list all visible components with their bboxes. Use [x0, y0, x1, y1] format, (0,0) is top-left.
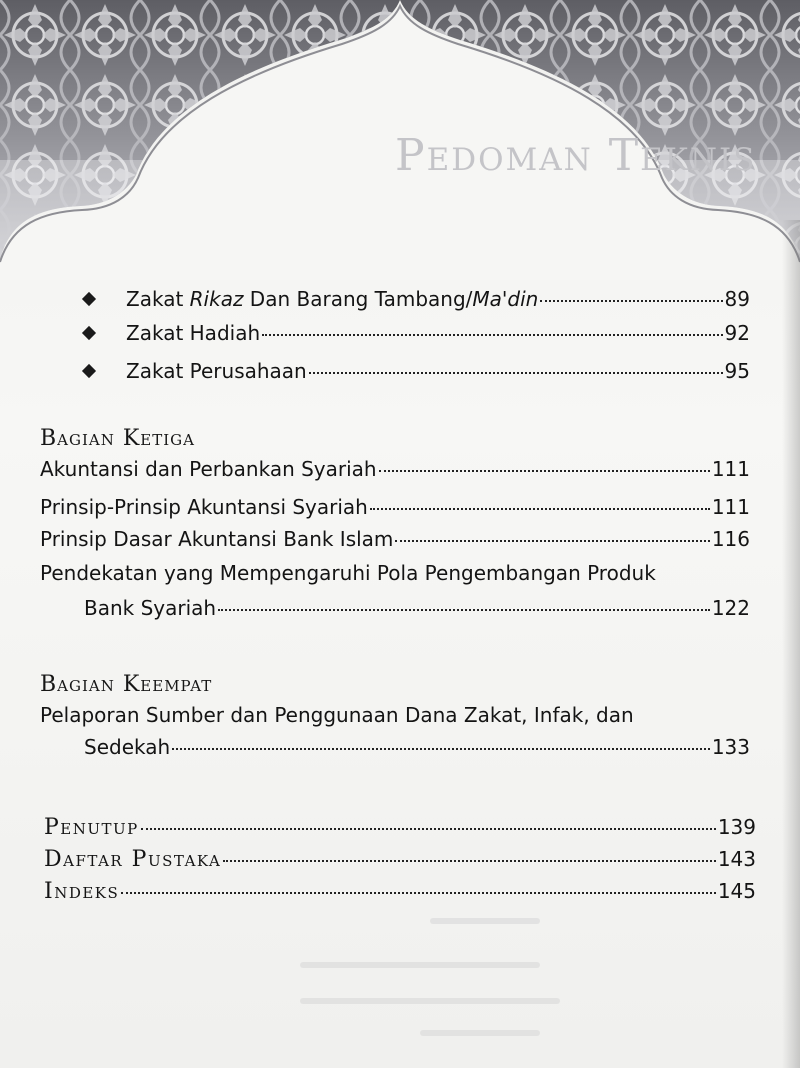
dot-leader — [379, 470, 710, 472]
toc-entry-title-line1[interactable]: Pelaporan Sumber dan Penggunaan Dana Zakat, Infak, dan — [40, 703, 634, 727]
toc-page-number: 139 — [717, 815, 756, 839]
toc-entry-title: Prinsip-Prinsip Akuntansi Syariah — [40, 495, 368, 519]
diamond-bullet-icon — [82, 292, 96, 306]
toc-page-number: 122 — [711, 596, 750, 620]
toc-entry[interactable] — [126, 320, 750, 346]
toc-entry[interactable] — [126, 358, 750, 384]
toc-entry-title: Daftar Pustaka — [44, 847, 222, 872]
toc-entry-title-line1[interactable]: Pendekatan yang Mempengaruhi Pola Pengembangan Produk — [40, 561, 656, 585]
toc-entry-title: Zakat Rikaz Dan Barang Tambang/Ma'din — [126, 287, 539, 311]
dot-leader — [370, 508, 710, 510]
toc-entry-title: Zakat Hadiah — [126, 321, 261, 345]
toc-page-number: 89 — [724, 287, 750, 311]
toc-entry[interactable] — [40, 494, 750, 520]
dot-leader — [262, 334, 722, 336]
toc-entry-indeks[interactable] — [44, 878, 756, 905]
toc-entry-title: Prinsip Dasar Akuntansi Bank Islam — [40, 527, 394, 551]
toc-page-number: 95 — [724, 359, 750, 383]
toc-page-number: 116 — [711, 527, 750, 551]
toc-page-number: 143 — [717, 847, 756, 871]
toc-entry-title-line2: Sedekah — [84, 735, 171, 759]
header-title-faded: Pedoman Teknis — [395, 130, 757, 181]
toc-entry-title: Penutup — [44, 815, 139, 840]
toc-entry-title: Akuntansi dan Perbankan Syariah — [40, 457, 377, 481]
dot-leader — [141, 828, 716, 830]
dot-leader — [309, 372, 723, 374]
dot-leader — [395, 540, 709, 542]
diamond-bullet-icon — [82, 364, 96, 378]
toc-page-number: 133 — [711, 735, 750, 759]
dot-leader — [121, 892, 716, 894]
toc-page-number: 92 — [724, 321, 750, 345]
diamond-bullet-icon — [82, 326, 96, 340]
section-heading-bagian-ketiga: Bagian Ketiga — [40, 426, 195, 451]
toc-page-number: 111 — [711, 457, 750, 481]
toc-entry[interactable] — [84, 734, 750, 760]
section-heading-bagian-keempat: Bagian Keempat — [40, 672, 213, 697]
toc-entry-title-line2: Bank Syariah — [84, 596, 217, 620]
toc-page-number: 145 — [717, 879, 756, 903]
dot-leader — [218, 609, 710, 611]
toc-entry[interactable] — [84, 595, 750, 621]
toc-entry-penutup[interactable] — [44, 814, 756, 841]
toc-entry-title: Zakat Perusahaan — [126, 359, 307, 383]
dot-leader — [540, 300, 722, 302]
toc-entry-title: Indeks — [44, 879, 120, 904]
dot-leader — [172, 748, 710, 750]
toc-entry[interactable] — [40, 456, 750, 482]
dot-leader — [223, 860, 715, 862]
toc-entry[interactable] — [126, 286, 750, 312]
toc-entry-daftar-pustaka[interactable] — [44, 846, 756, 873]
toc-entry[interactable] — [40, 526, 750, 552]
toc-page-number: 111 — [711, 495, 750, 519]
